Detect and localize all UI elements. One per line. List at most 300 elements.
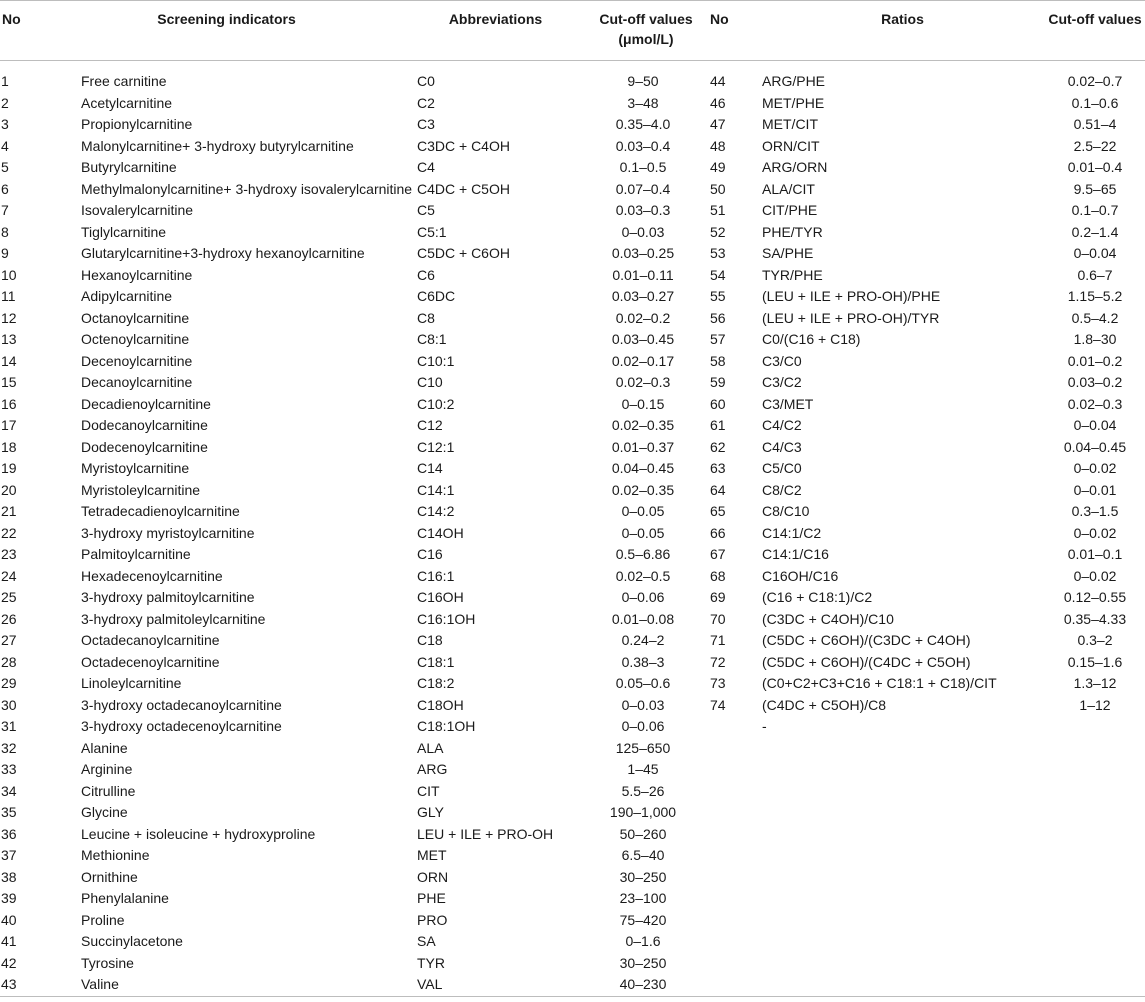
ratio-name: (C16 + C18:1)/C2 [762,589,873,605]
cutoff-value: 0.02–0.35 [611,417,675,433]
abbreviation: C2 [417,94,435,111]
ratio-number: 61 [710,417,726,433]
ratio-name: (C5DC + C6OH)/(C4DC + C5OH) [762,653,971,670]
row-number: 16 [1,395,17,412]
header-ratios: Ratios [760,1,1045,61]
row-number: 6 [1,180,9,197]
ratio-name: (C0+C2+C3+C16 + C18:1 + C18)/CIT [762,675,997,691]
ratio-number [708,953,760,975]
ratio-name: C4/C2 [762,417,802,433]
cutoff-value: 190–1,000 [609,804,677,820]
ratio-number: 48 [710,137,726,154]
screening-indicator: 3-hydroxy octadecanoylcarnitine [81,696,282,713]
ratio-number [708,738,760,760]
abbreviation: SA [417,933,436,949]
table-row [0,867,1145,889]
ratio-cutoff-value [1045,888,1145,910]
ratio-cutoff-value: 0.35–4.33 [1063,610,1127,627]
screening-indicator: Propionylcarnitine [81,116,193,132]
cutoff-value: 0–0.06 [621,718,665,734]
screening-indicator: Phenylalanine [81,890,169,906]
ratio-name [760,974,1045,996]
cutoff-value: 0–0.06 [621,589,665,605]
screening-indicator: Free carnitine [81,73,167,89]
screening-indicator: Isovalerylcarnitine [81,202,194,218]
row-number: 39 [1,890,17,906]
ratio-number [708,781,760,803]
cutoff-value: 0.02–0.2 [615,309,671,326]
ratio-cutoff-value [1045,759,1145,781]
abbreviation: C12:1 [417,438,455,455]
abbreviation: LEU + ILE + PRO-OH [417,825,554,842]
abbreviation: C16:1 [417,567,455,584]
ratio-number: 46 [710,94,726,111]
table-row [0,179,1145,201]
ratio-cutoff-value: 0.51–4 [1073,116,1117,132]
row-number: 22 [1,524,17,541]
ratio-name: TYR/PHE [762,266,823,283]
cutoff-value: 0.03–0.4 [615,137,671,154]
table-row [0,695,1145,717]
ratio-number [708,845,760,867]
abbreviation: C5DC + C6OH [417,245,510,261]
ratio-cutoff-value: 0–0.01 [1073,481,1117,498]
row-number: 42 [1,954,17,971]
ratio-number [708,867,760,889]
abbreviation: C18:1OH [417,718,476,734]
cutoff-value: 30–250 [619,954,667,971]
screening-indicator: Linoleylcarnitine [81,675,182,691]
table-row [0,372,1145,394]
ratio-number: 70 [710,610,726,627]
cutoff-value: 125–650 [615,739,671,756]
table-row [0,931,1145,953]
ratio-number [708,716,760,738]
ratio-cutoff-value: 0.03–0.2 [1067,374,1123,390]
table-row [0,200,1145,222]
ratio-cutoff-value [1045,867,1145,889]
ratio-cutoff-value [1045,845,1145,867]
ratio-cutoff-value: 0–0.02 [1073,460,1117,476]
row-number: 37 [1,847,17,863]
ratio-cutoff-value [1045,931,1145,953]
abbreviation: C18OH [417,696,464,713]
ratio-number [708,910,760,932]
header-cutoff-values [578,1,708,61]
ratio-cutoff-value: 1.8–30 [1073,331,1117,347]
table-row [0,243,1145,265]
screening-indicator: Octadecanoylcarnitine [81,632,220,648]
abbreviation: PHE [417,890,446,906]
ratio-name [760,953,1045,975]
ratio-cutoff-value: 0.01–0.2 [1067,352,1123,369]
cutoff-value: 0–1.6 [625,933,661,949]
abbreviation: C4DC + C5OH [417,180,510,197]
ratio-number: 56 [710,309,726,326]
row-number: 15 [1,374,17,390]
row-number: 27 [1,632,17,648]
ratio-cutoff-value: 1.15–5.2 [1067,288,1123,304]
cutoff-value: 0.01–0.37 [611,438,675,455]
abbreviation: TYR [417,954,445,971]
ratio-cutoff-value: 0–0.02 [1073,524,1117,541]
ratio-number [708,824,760,846]
ratio-cutoff-value: 9.5–65 [1073,180,1117,197]
abbreviation: C6 [417,266,435,283]
ratio-number: 74 [710,696,726,713]
table-row [0,93,1145,115]
ratio-cutoff-value: 0.3–2 [1077,632,1113,648]
row-number: 18 [1,438,17,455]
header-cutoff-values-ratios: Cut-off values [1045,1,1145,61]
table-row [0,802,1145,824]
ratio-number: 67 [710,546,726,562]
screening-indicator: 3-hydroxy palmitoylcarnitine [81,589,255,605]
ratio-name [760,867,1045,889]
screening-indicator: Palmitoylcarnitine [81,546,191,562]
screening-indicator: Myristoleylcarnitine [81,481,201,498]
table-row [0,351,1145,373]
cutoff-value: 0.03–0.27 [611,288,675,304]
row-number: 32 [1,739,17,756]
ratio-name: SA/PHE [762,245,814,261]
row-number: 5 [1,159,9,175]
ratio-cutoff-value: 0–0.04 [1073,417,1117,433]
ratio-name: (C3DC + C4OH)/C10 [762,610,894,627]
abbreviation: CIT [417,782,440,799]
abbreviation: C18 [417,632,443,648]
row-number: 10 [1,266,17,283]
ratio-name: C4/C3 [762,438,802,455]
table-row [0,480,1145,502]
screening-indicator: Leucine + isoleucine + hydroxyproline [81,825,316,842]
ratio-cutoff-value: 0–0.04 [1073,245,1117,261]
ratio-name: ARG/PHE [762,73,826,89]
ratio-number: 53 [710,245,726,261]
ratio-cutoff-value [1045,824,1145,846]
abbreviation: VAL [413,974,578,996]
abbreviation: ALA [417,739,444,756]
ratio-cutoff-value: 0.01–0.4 [1067,159,1123,175]
ratio-name: C3/C0 [762,352,802,369]
header-screening-indicators: Screening indicators [40,1,413,61]
screening-indicator: Tiglylcarnitine [81,223,167,240]
cutoff-value: 0.03–0.3 [615,202,671,218]
ratio-number [708,888,760,910]
screening-indicator: 3-hydroxy octadecenoylcarnitine [81,718,282,734]
ratio-number: 49 [710,159,726,175]
abbreviation: C8:1 [417,331,447,347]
ratio-name: C3/C2 [762,374,802,390]
abbreviation: C4 [417,159,435,175]
table-row [0,61,1145,93]
cutoff-value: 6.5–40 [621,847,665,863]
ratio-cutoff-value [1045,716,1145,738]
cutoff-value: 0–0.03 [621,696,665,713]
screening-indicator: Acetylcarnitine [81,94,173,111]
header-no: No [0,1,40,61]
cutoff-value: 0.02–0.17 [611,352,675,369]
ratio-number: 73 [710,675,726,691]
ratio-number: 60 [710,395,726,412]
row-number: 31 [1,718,17,734]
ratio-name: C0/(C16 + C18) [762,331,861,347]
cutoff-value: 0.03–0.25 [611,245,675,261]
ratio-name: CIT/PHE [762,202,818,218]
ratio-cutoff-value: 0.12–0.55 [1063,589,1127,605]
abbreviation: C0 [417,73,435,89]
ratio-name: (C5DC + C6OH)/(C3DC + C4OH) [762,632,971,648]
cutoff-value: 0.07–0.4 [615,180,671,197]
ratio-name [760,845,1045,867]
table-row [0,415,1145,437]
ratio-name: C8/C2 [762,481,802,498]
screening-indicator: Dodecenoylcarnitine [81,438,208,455]
row-number: 4 [1,137,9,154]
ratio-number: 63 [710,460,726,476]
screening-indicator: Decadienoylcarnitine [81,395,211,412]
ratio-name: (C4DC + C5OH)/C8 [762,696,887,713]
ratio-name: ARG/ORN [762,159,828,175]
ratio-cutoff-value: 0–0.02 [1073,567,1117,584]
table-row [0,157,1145,179]
table-row [0,501,1145,523]
screening-indicator: Butyrylcarnitine [81,159,177,175]
row-number: 17 [1,417,17,433]
ratio-number [708,759,760,781]
ratio-cutoff-value: 0.6–7 [1077,266,1113,283]
screening-indicator: Proline [81,911,125,928]
cutoff-value: 9–50 [627,73,659,89]
row-number: 35 [1,804,17,820]
table-row [0,953,1145,975]
ratio-cutoff-value: 0.04–0.45 [1063,438,1127,455]
ratio-name: C14:1/C2 [762,524,822,541]
ratio-number: 54 [710,266,726,283]
abbreviation: C10:1 [417,352,455,369]
cutoff-value: 0.38–3 [621,653,665,670]
ratio-name: - [762,718,767,734]
ratio-number: 50 [710,180,726,197]
abbreviation: C8 [417,309,435,326]
abbreviation: C10:2 [417,395,455,412]
ratio-cutoff-value: 0.02–0.3 [1067,395,1123,412]
row-number: 20 [1,481,17,498]
screening-indicator: Valine [40,974,413,996]
ratio-name [760,738,1045,760]
header-row [0,1,1145,61]
ratio-number: 57 [710,331,726,347]
row-number: 33 [1,761,17,777]
row-number: 40 [1,911,17,928]
cutoff-value: 0.05–0.6 [615,675,671,691]
table-row [0,136,1145,158]
screening-indicator: Octenoylcarnitine [81,331,190,347]
ratio-number: 55 [710,288,726,304]
ratio-name: PHE/TYR [762,223,823,240]
ratio-name: C16OH/C16 [762,567,839,584]
screening-indicator: 3-hydroxy myristoylcarnitine [81,524,255,541]
ratio-name: (LEU + ILE + PRO-OH)/PHE [762,288,941,304]
abbreviation: C10 [417,374,443,390]
ratio-name: ORN/CIT [762,137,820,154]
cutoff-value: 0.03–0.45 [611,331,675,347]
row-number: 21 [1,503,17,519]
table-row [0,609,1145,631]
table-row [0,544,1145,566]
abbreviation: ORN [417,868,449,885]
ratio-name: C8/C10 [762,503,810,519]
abbreviation: C3DC + C4OH [417,137,510,154]
abbreviation: C14:2 [417,503,455,519]
table-row [0,781,1145,803]
ratio-name [760,910,1045,932]
ratio-name: ALA/CIT [762,180,815,197]
screening-indicator: Dodecanoylcarnitine [81,417,208,433]
ratio-number: 62 [710,438,726,455]
abbreviation: C16 [417,546,443,562]
table-row [0,759,1145,781]
screening-indicator: Citrulline [81,782,136,799]
table-row [0,308,1145,330]
abbreviation: C14OH [417,524,464,541]
cutoff-value: 75–420 [619,911,667,928]
table-row [0,265,1145,287]
ratio-name: MET/PHE [762,94,825,111]
table-row [0,738,1145,760]
ratio-number: 59 [710,374,726,390]
table-row [0,458,1145,480]
abbreviation: C18:1 [417,653,455,670]
cutoff-value: 0.04–0.45 [611,460,675,476]
row-number: 3 [1,116,9,132]
cutoff-value: 0.01–0.11 [612,266,674,283]
cutoff-value: 0–0.05 [621,524,665,541]
screening-indicator: Succinylacetone [81,933,183,949]
ratio-name [760,781,1045,803]
ratio-number: 66 [710,524,726,541]
row-number: 41 [1,933,17,949]
ratio-cutoff-value: 1–12 [1079,696,1111,713]
abbreviation: C18:2 [417,675,455,691]
row-number: 24 [1,567,17,584]
row-number: 26 [1,610,17,627]
screening-indicator: Hexadecenoylcarnitine [81,567,223,584]
cutoff-value: 50–260 [619,825,667,842]
screening-indicator: Hexanoylcarnitine [81,266,193,283]
abbreviation: C14:1 [417,481,455,498]
cutoff-value: 0.5–6.86 [615,546,671,562]
screening-indicator: Glycine [81,804,128,820]
ratio-number [708,974,760,996]
table-row [0,888,1145,910]
cutoff-value: 3–48 [627,94,659,111]
cutoff-value: 30–250 [619,868,667,885]
screening-indicator: Glutarylcarnitine+3-hydroxy hexanoylcarnitine [81,245,365,261]
abbreviation: MET [417,847,447,863]
ratio-cutoff-value [1045,738,1145,760]
ratio-number: 44 [710,73,726,89]
table-row [0,716,1145,738]
row-number: 1 [1,73,9,89]
row-number: 2 [1,94,9,111]
table-row [0,114,1145,136]
ratio-number: 51 [710,202,726,218]
screening-indicator: Octadecenoylcarnitine [81,653,220,670]
ratio-name: C14:1/C16 [762,546,829,562]
ratio-name: C5/C0 [762,460,802,476]
ratio-number: 69 [710,589,726,605]
ratio-cutoff-value: 0.5–4.2 [1071,309,1119,326]
cutoff-value: 5.5–26 [621,782,665,799]
ratio-cutoff-value: 0.3–1.5 [1071,503,1119,519]
screening-indicator: Methionine [81,847,150,863]
cutoff-value: 0.02–0.5 [615,567,671,584]
abbreviation: C3 [417,116,435,132]
screening-indicator: Decanoylcarnitine [81,374,193,390]
abbreviation: ARG [417,761,448,777]
row-number: 14 [1,352,17,369]
table-row [0,437,1145,459]
cutoff-value: 0.35–4.0 [615,116,671,132]
ratio-number: 52 [710,223,726,240]
screening-indicator: 3-hydroxy palmitoleylcarnitine [81,610,266,627]
cutoff-value: 0–0.05 [621,503,665,519]
table-row [0,824,1145,846]
ratio-cutoff-value: 0.01–0.1 [1067,546,1123,562]
ratio-number: 71 [710,632,726,648]
table-row [0,329,1145,351]
ratio-name: (LEU + ILE + PRO-OH)/TYR [762,309,940,326]
cutoff-value: 40–230 [578,974,708,996]
ratio-cutoff-value: 0.2–1.4 [1071,223,1119,240]
abbreviation: C16:1OH [417,610,476,627]
row-number: 11 [1,288,16,304]
screening-indicator: Malonylcarnitine+ 3-hydroxy butyrylcarnitine [81,137,354,154]
ratio-number: 72 [710,653,726,670]
screening-indicator: Alanine [81,739,128,756]
cutoff-value: 0.24–2 [621,632,665,648]
ratio-cutoff-value [1045,802,1145,824]
screening-indicator: Ornithine [81,868,138,885]
cutoff-value: 0.1–0.5 [619,159,667,175]
ratio-cutoff-value: 1.3–12 [1073,675,1117,691]
table-row [0,652,1145,674]
row-number: 30 [1,696,17,713]
header-cutoff-text: Cut-off values (μmol/L) [599,11,693,47]
abbreviation: C5:1 [417,223,447,240]
row-number: 12 [1,309,17,326]
ratio-number [708,802,760,824]
ratio-name [760,888,1045,910]
table-row [0,222,1145,244]
abbreviation: C6DC [417,288,456,304]
cutoff-value: 1–45 [627,761,659,777]
table-row [0,673,1145,695]
screening-indicator: Decenoylcarnitine [81,352,193,369]
ratio-number: 64 [710,481,726,498]
cutoff-value: 0–0.03 [621,223,665,240]
ratio-cutoff-value: 0.1–0.6 [1071,94,1119,111]
ratio-name [760,824,1045,846]
row-number: 25 [1,589,17,605]
abbreviation: GLY [417,804,444,820]
row-number: 9 [1,245,9,261]
row-number: 29 [1,675,17,691]
abbreviation: C5 [417,202,435,218]
table-body [0,61,1145,997]
abbreviation: C16OH [417,589,464,605]
